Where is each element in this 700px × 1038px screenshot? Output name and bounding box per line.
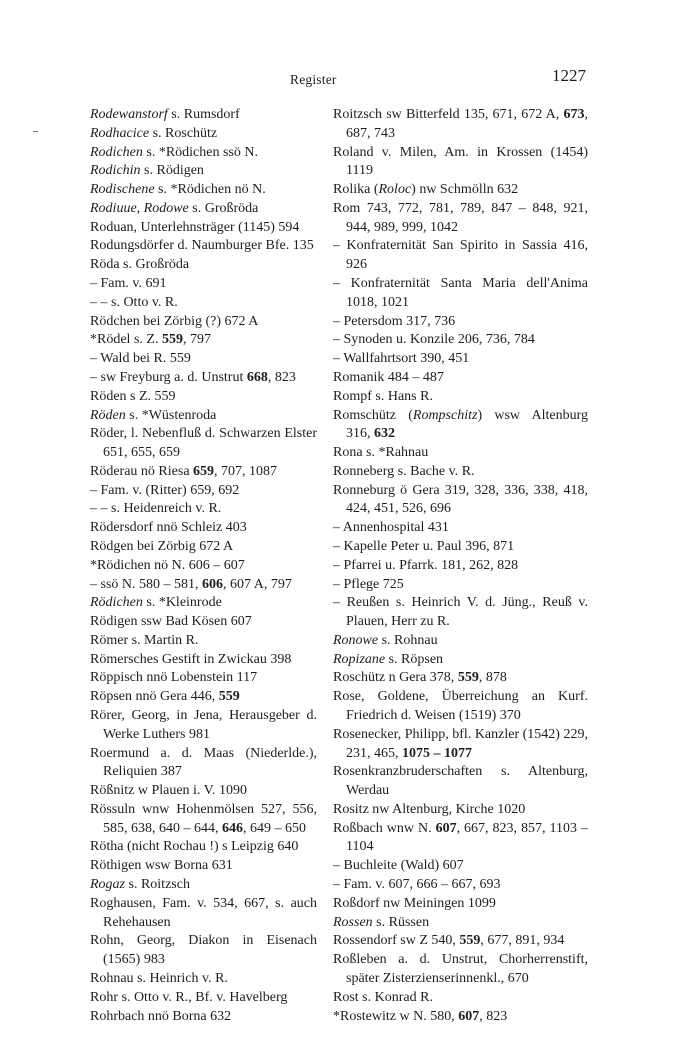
entry-text: Roghausen, Fam. v. 534, 667, s. auch Rehehausen bbox=[90, 895, 317, 930]
index-entry bbox=[333, 181, 588, 200]
entry-text: – – s. Otto v. R. bbox=[90, 294, 178, 310]
index-entry bbox=[333, 106, 588, 144]
index-entry bbox=[90, 594, 317, 613]
entry-text: s. Roschütz bbox=[149, 125, 218, 141]
index-entry bbox=[90, 162, 317, 181]
entry-italic-text: Rodewanstorf bbox=[90, 107, 168, 122]
entry-text: s. *Rödichen ssö N. bbox=[142, 144, 258, 160]
entry-italic-text: Rossen bbox=[333, 914, 373, 930]
entry-text: , 878 bbox=[478, 670, 507, 686]
running-title: Register bbox=[290, 72, 337, 87]
entry-text: s. *Wüstenroda bbox=[125, 407, 217, 423]
entry-bold-page-ref: 1075 – 1077 bbox=[402, 745, 472, 761]
index-entry bbox=[333, 914, 588, 933]
entry-text: Rödersdorf nnö Schleiz 403 bbox=[90, 520, 247, 536]
index-entry bbox=[333, 331, 588, 350]
index-entry bbox=[333, 519, 588, 538]
entry-bold-page-ref: 659 bbox=[193, 463, 215, 479]
entry-text: , 607 A, 797 bbox=[223, 576, 292, 592]
entry-text: Romschütz ( bbox=[333, 407, 413, 423]
entry-text: s. Rohnau bbox=[378, 632, 438, 648]
index-entry bbox=[90, 294, 317, 313]
index-entry bbox=[90, 144, 317, 163]
entry-text: *Rödel s. Z. bbox=[90, 332, 162, 348]
entry-text: Rohrbach nnö Borna 632 bbox=[90, 1008, 232, 1024]
entry-text: – Fam. v. 691 bbox=[90, 276, 167, 292]
index-entry bbox=[333, 820, 588, 858]
index-entry bbox=[90, 331, 317, 350]
index-entry bbox=[333, 895, 588, 914]
entry-italic-text: Roloc bbox=[378, 182, 412, 198]
entry-text: Romanik 484 – 487 bbox=[333, 369, 444, 385]
entry-text: Römer s. Martin R. bbox=[90, 632, 199, 648]
index-entry bbox=[90, 256, 317, 275]
entry-text: Roßdorf nw Meiningen 1099 bbox=[333, 895, 496, 911]
entry-text: s. Roitzsch bbox=[125, 877, 190, 893]
entry-text: Rößnitz w Plauen i. V. 1090 bbox=[90, 783, 247, 799]
index-entry bbox=[333, 669, 588, 688]
entry-italic-text: Rodhacice bbox=[90, 125, 150, 141]
entry-text: – sw Freyburg a. d. Unstrut bbox=[90, 369, 247, 385]
entry-text: – Buchleite (Wald) 607 bbox=[333, 858, 464, 874]
index-entry bbox=[90, 557, 317, 576]
index-entry bbox=[333, 651, 588, 670]
entry-text: Röppisch nnö Lobenstein 117 bbox=[90, 670, 258, 686]
index-entry bbox=[90, 463, 317, 482]
entry-text: Rödgen bei Zörbig 672 A bbox=[90, 538, 234, 554]
index-entry bbox=[90, 857, 317, 876]
entry-text: s. Röpsen bbox=[385, 651, 444, 667]
index-entry bbox=[90, 838, 317, 857]
entry-text: Rötha (nicht Rochau !) s Leipzig 640 bbox=[90, 839, 299, 855]
index-entry bbox=[333, 1008, 588, 1027]
index-entry bbox=[90, 482, 317, 501]
entry-text: Rom 743, 772, 781, 789, 847 – 848, 921, 944, 989, 999, 1042 bbox=[333, 200, 588, 235]
index-entry bbox=[90, 407, 317, 426]
index-entry bbox=[333, 200, 588, 238]
entry-text: , 823 bbox=[479, 1008, 508, 1024]
index-entry bbox=[90, 876, 317, 895]
entry-text: , 707, 1087 bbox=[214, 463, 278, 479]
index-entry bbox=[333, 726, 588, 764]
index-entry bbox=[333, 237, 588, 275]
entry-text: Ronneburg ö Gera 319, 328, 336, 338, 418, 424, 451, 526, 696 bbox=[333, 482, 588, 517]
entry-italic-text: Ropizane bbox=[333, 651, 386, 667]
entry-text: Rössuln wnw Hohenmölsen 527, 556, 585, 638, 640 – 644, bbox=[90, 801, 317, 836]
entry-text: s. *Kleinrode bbox=[142, 595, 222, 611]
entry-text: Röder, l. Nebenfluß d. Schwarzen Elster 651, 655, 659 bbox=[90, 426, 317, 461]
entry-text: – Fam. v. (Ritter) 659, 692 bbox=[90, 482, 240, 498]
entry-text: *Rödichen nö N. 606 – 607 bbox=[90, 557, 245, 573]
index-entry bbox=[90, 106, 317, 125]
entry-text: – ssö N. 580 – 581, bbox=[90, 576, 203, 592]
entry-italic-text: Rödichen bbox=[90, 595, 143, 611]
entry-text: *Rostewitz w N. 580, bbox=[333, 1008, 459, 1024]
entry-italic-text: Ronowe bbox=[333, 632, 379, 648]
index-entry bbox=[333, 388, 588, 407]
entry-bold-page-ref: 673 bbox=[563, 107, 585, 122]
entry-text: Rolika ( bbox=[333, 182, 379, 198]
entry-text: Röderau nö Riesa bbox=[90, 463, 194, 479]
entry-text: Roermund a. d. Maas (Niederlde.), Reliquien 387 bbox=[90, 745, 317, 780]
entry-text: – Konfraternität San Spirito in Sassia 416, 926 bbox=[333, 238, 588, 273]
left-index-column bbox=[90, 106, 317, 1026]
index-entry bbox=[333, 538, 588, 557]
index-entry bbox=[333, 801, 588, 820]
entry-text: Röpsen nnö Gera 446, bbox=[90, 689, 219, 705]
index-entry bbox=[333, 350, 588, 369]
index-entry bbox=[90, 388, 317, 407]
index-entry bbox=[333, 763, 588, 801]
index-entry bbox=[90, 369, 317, 388]
entry-text: – Reußen s. Heinrich V. d. Jüng., Reuß v. Plauen, Herr zu R. bbox=[333, 595, 588, 630]
entry-bold-page-ref: 632 bbox=[374, 426, 395, 442]
entry-bold-page-ref: 559 bbox=[457, 670, 479, 686]
entry-text: Rosenkranzbruderschaften s. Altenburg, Werdau bbox=[333, 764, 588, 799]
margin-mark bbox=[33, 131, 38, 132]
entry-text: s. Rumsdorf bbox=[167, 107, 240, 122]
index-entry bbox=[90, 632, 317, 651]
entry-text: Roßbach wnw N. bbox=[333, 820, 436, 836]
index-entry bbox=[90, 745, 317, 783]
index-entry bbox=[90, 219, 317, 238]
entry-text: , 677, 891, 934 bbox=[480, 933, 565, 949]
entry-text: ) nw Schmölln 632 bbox=[411, 182, 519, 198]
entry-text: – Wald bei R. 559 bbox=[90, 351, 191, 367]
entry-text: Rost s. Konrad R. bbox=[333, 989, 433, 1005]
index-entry bbox=[333, 275, 588, 313]
index-entry bbox=[90, 576, 317, 595]
entry-text: Roschütz n Gera 378, bbox=[333, 670, 458, 686]
entry-text: Ronneberg s. Bache v. R. bbox=[333, 463, 475, 479]
entry-text: – – s. Heidenreich v. R. bbox=[90, 501, 222, 517]
index-entry bbox=[90, 1008, 317, 1027]
entry-text: Rossendorf sw Z 540, bbox=[333, 933, 460, 949]
entry-bold-page-ref: 606 bbox=[202, 576, 224, 592]
entry-text: Rose, Goldene, Überreichung an Kurf. Friedrich d. Weisen (1519) 370 bbox=[333, 689, 588, 723]
entry-text: s. Rödigen bbox=[140, 163, 204, 179]
index-entry bbox=[90, 895, 317, 933]
entry-text: s. *Rödichen nö N. bbox=[154, 182, 266, 198]
entry-text: Röda s. Großröda bbox=[90, 257, 190, 273]
page-number: 1227 bbox=[552, 66, 586, 85]
entry-italic-text: Rodiuue, Rodowe bbox=[90, 200, 189, 216]
entry-bold-page-ref: 559 bbox=[218, 689, 240, 705]
entry-bold-page-ref: 559 bbox=[459, 933, 481, 949]
entry-text: Röthigen wsw Borna 631 bbox=[90, 858, 233, 874]
entry-text: – Pfarrei u. Pfarrk. 181, 262, 828 bbox=[333, 557, 519, 573]
index-entry bbox=[90, 237, 317, 256]
entry-text: Rona s. *Rahnau bbox=[333, 445, 429, 461]
index-entry bbox=[333, 876, 588, 895]
index-entry bbox=[90, 350, 317, 369]
index-entry bbox=[333, 482, 588, 520]
index-entry bbox=[333, 369, 588, 388]
entry-text: Rörer, Georg, in Jena, Herausgeber d. Werke Luthers 981 bbox=[90, 708, 317, 742]
entry-bold-page-ref: 668 bbox=[246, 369, 268, 385]
entry-italic-text: Rodichin bbox=[90, 163, 141, 179]
entry-text: – Konfraternität Santa Maria dell'Anima 1018, 1021 bbox=[333, 276, 588, 310]
index-entry bbox=[90, 651, 317, 670]
entry-text: – Annenhospital 431 bbox=[333, 520, 449, 536]
entry-text: Rompf s. Hans R. bbox=[333, 388, 433, 404]
index-entry bbox=[90, 313, 317, 332]
entry-text: Römersches Gestift in Zwickau 398 bbox=[90, 651, 292, 667]
entry-text: Roitzsch sw Bitterfeld 135, 671, 672 A, bbox=[333, 107, 564, 122]
index-entry bbox=[90, 538, 317, 557]
entry-text: Roland v. Milen, Am. in Krossen (1454) 1119 bbox=[333, 144, 588, 179]
entry-italic-text: Röden bbox=[90, 407, 126, 423]
entry-text: Rohr s. Otto v. R., Bf. v. Havelberg bbox=[90, 989, 288, 1005]
index-entry bbox=[333, 688, 588, 726]
index-entry bbox=[90, 782, 317, 801]
entry-text: Rödchen bei Zörbig (?) 672 A bbox=[90, 313, 259, 329]
entry-italic-text: Rompschitz bbox=[412, 407, 478, 423]
index-entry bbox=[90, 669, 317, 688]
page-header bbox=[0, 66, 700, 90]
index-entry bbox=[90, 989, 317, 1008]
index-entry bbox=[333, 463, 588, 482]
index-entry bbox=[90, 688, 317, 707]
entry-text: – Petersdom 317, 736 bbox=[333, 313, 456, 329]
index-entry bbox=[333, 632, 588, 651]
index-entry bbox=[90, 181, 317, 200]
entry-text: Roduan, Unterlehnsträger (1145) 594 bbox=[90, 219, 300, 235]
entry-bold-page-ref: 559 bbox=[161, 332, 183, 348]
index-entry bbox=[333, 144, 588, 182]
index-entry bbox=[90, 125, 317, 144]
entry-italic-text: Rodichen bbox=[90, 144, 143, 160]
index-entry bbox=[90, 707, 317, 745]
index-entry bbox=[333, 557, 588, 576]
entry-text: Rödigen ssw Bad Kösen 607 bbox=[90, 614, 252, 630]
entry-text: Rohnau s. Heinrich v. R. bbox=[90, 970, 228, 986]
entry-text: Rodungsdörfer d. Naumburger Bfe. 135 bbox=[90, 238, 314, 254]
entry-text: ) wsw Altenburg 316, bbox=[346, 407, 588, 442]
entry-text: – Synoden u. Konzile 206, 736, 784 bbox=[333, 332, 535, 348]
entry-text: , 667, 823, 857, 1103 – 1104 bbox=[346, 820, 588, 855]
entry-text: – Wallfahrtsort 390, 451 bbox=[333, 351, 470, 367]
index-entry bbox=[333, 444, 588, 463]
right-index-column bbox=[333, 106, 588, 1026]
entry-text: – Pflege 725 bbox=[333, 576, 404, 592]
entry-italic-text: Rogaz bbox=[90, 877, 125, 893]
index-entry bbox=[90, 275, 317, 294]
index-entry bbox=[90, 613, 317, 632]
index-entry bbox=[90, 425, 317, 463]
index-entry bbox=[90, 519, 317, 538]
index-entry bbox=[333, 857, 588, 876]
index-entry bbox=[90, 200, 317, 219]
entry-text: Rosenecker, Philipp, bfl. Kanzler (1542) 229, 231, 465, bbox=[333, 726, 588, 761]
index-entry bbox=[333, 594, 588, 632]
index-entry bbox=[333, 313, 588, 332]
entry-text: Roßleben a. d. Unstrut, Chorherrenstift, später Zisterzienserinnenkl., 670 bbox=[333, 952, 588, 986]
entry-text: – Kapelle Peter u. Paul 396, 871 bbox=[333, 538, 515, 554]
entry-bold-page-ref: 646 bbox=[222, 820, 243, 836]
entry-text: , 823 bbox=[267, 369, 296, 385]
entry-text: s. Großröda bbox=[188, 200, 259, 216]
index-entry bbox=[90, 932, 317, 970]
index-entry bbox=[333, 932, 588, 951]
index-entry bbox=[90, 970, 317, 989]
entry-text: , 649 – 650 bbox=[243, 820, 306, 836]
entry-bold-page-ref: 607 bbox=[435, 820, 457, 836]
entry-text: – Fam. v. 607, 666 – 667, 693 bbox=[333, 877, 501, 893]
index-entry bbox=[333, 989, 588, 1008]
index-entry bbox=[90, 801, 317, 839]
index-entry bbox=[333, 407, 588, 445]
entry-text: , 687, 743 bbox=[346, 107, 588, 141]
index-entry bbox=[333, 576, 588, 595]
index-entry bbox=[90, 500, 317, 519]
entry-text: s. Rüssen bbox=[372, 914, 430, 930]
entry-text: Rositz nw Altenburg, Kirche 1020 bbox=[333, 801, 526, 817]
entry-italic-text: Rodischene bbox=[90, 182, 155, 198]
index-entry bbox=[333, 951, 588, 989]
entry-text: Röden s Z. 559 bbox=[90, 388, 176, 404]
entry-text: Rohn, Georg, Diakon in Eisenach (1565) 983 bbox=[90, 933, 317, 968]
entry-bold-page-ref: 607 bbox=[458, 1008, 480, 1024]
entry-text: , 797 bbox=[182, 332, 211, 348]
